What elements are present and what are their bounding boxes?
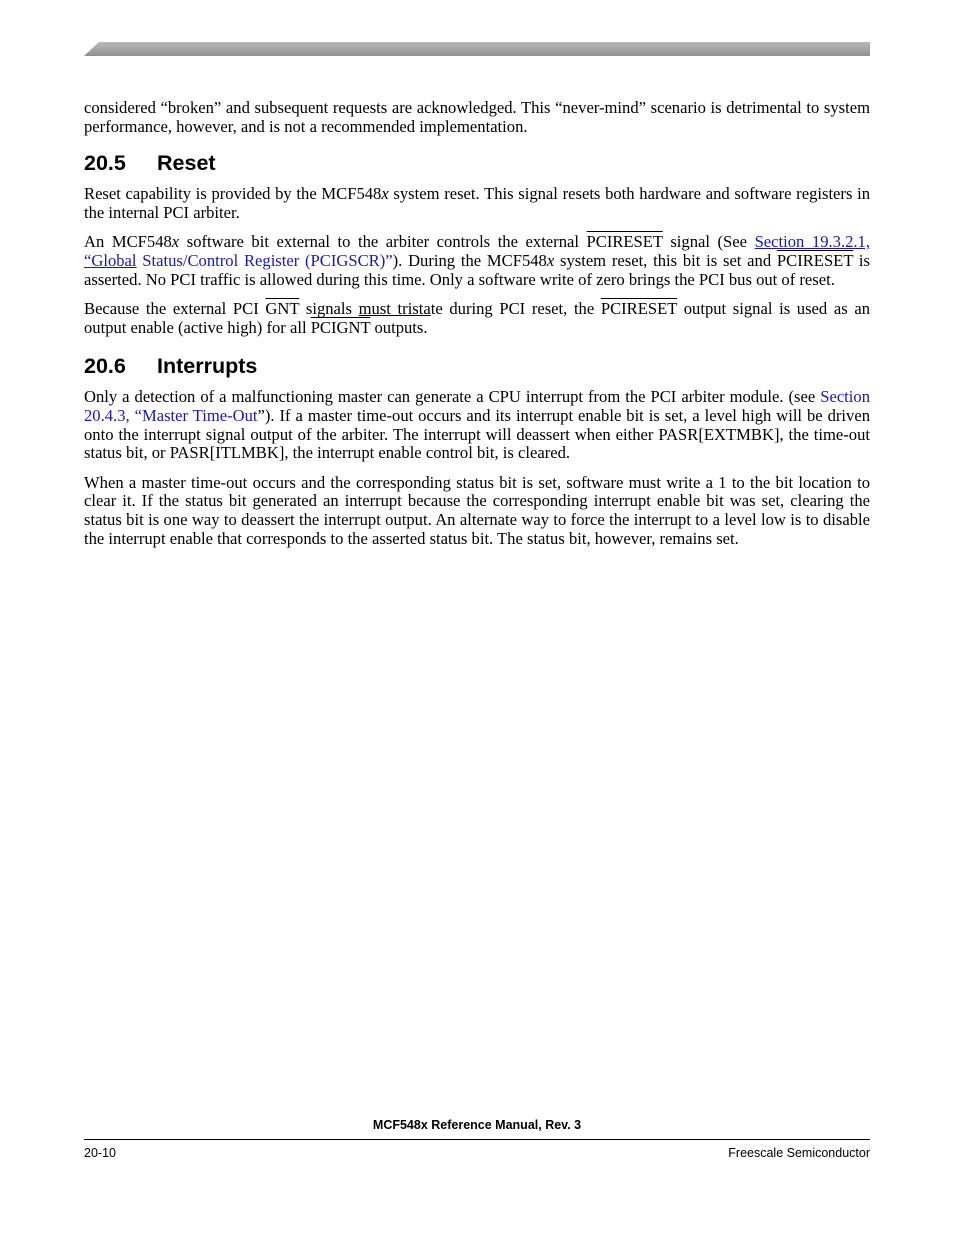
underlined-text: must trista bbox=[358, 298, 431, 318]
signal-pcireset: PCIRESET bbox=[600, 298, 678, 318]
link-section-20-4-3[interactable]: Section 20.4.3, “Master Time-Out bbox=[84, 387, 870, 426]
header-bar bbox=[84, 42, 870, 56]
footer-page-number: 20-10 bbox=[84, 1146, 116, 1160]
section-heading-interrupts bbox=[84, 353, 870, 379]
footer-divider bbox=[84, 1139, 870, 1140]
section-number: 20.6 bbox=[84, 354, 126, 379]
paragraph-reset-2: An MCF548x software bit external to the arbiter controls the external PCIRESET signal (See Section 19.3.2.1, “Global Status/Control Register (PCIGSCR)”). During the MCF548x system reset, this bit is set and PCIRESET is asserted. No PCI traffic is allowed during this time. Only a software write of zero brings the PCI bus out of reset. bbox=[84, 232, 870, 289]
section-number: 20.5 bbox=[84, 151, 126, 176]
section-title: Reset bbox=[157, 151, 216, 176]
paragraph-reset-3: Because the external PCI $\overline{GNT}$ signals must tristate during PCI reset, the PCIRESET output signal is used as an output enable (active high) for all PCIGNT outputs. bbox=[84, 298, 870, 337]
footer-manual-title: MCF548x Reference Manual, Rev. 3 bbox=[372, 1118, 582, 1132]
paragraph-interrupts-2: When a master time-out occurs and the corresponding status bit is set, software must write a 1 to the bit location to clear it. If the status bit generated an interrupt because the corresponding interrupt enable bit was set, clearing the status bit is one way to deassert the interrupt output. An alternate way to force the interrupt to a level low is to disable the interrupt enable that corresponds to the asserted status bit. The status bit, however, remains set. bbox=[84, 472, 870, 548]
signal-gnt: $\overline{GNT}$ bbox=[265, 298, 300, 318]
paragraph-reset-1: Reset capability is provided by the MCF548x system reset. This signal resets both hardware and software registers in the internal PCI arbiter. bbox=[84, 184, 870, 223]
paragraph-interrupts-1: Only a detection of a malfunctioning master can generate a CPU interrupt from the PCI arbiter module. (see Section 20.4.3, “Master Time-Out”). If a master time-out occurs and its interrupt enable bit is set, a level high will be driven onto the interrupt signal output of the arbiter. The interrupt will deassert when either PASR[EXTMBK], the time-out status bit, or PASR[ITLMBK], the interrupt enable control bit, is cleared. bbox=[84, 387, 870, 463]
paragraph-continuation: considered “broken” and subsequent requests are acknowledged. This “never-mind” scenario is detrimental to system performance, however, and is not a recommended implementation. bbox=[84, 98, 870, 136]
signal-pcireset: PCIRESET bbox=[586, 232, 663, 252]
link-section-19-3-2-1[interactable]: Section 19.3.2.1, “Global Status/Control Register (PCIGSCR)” bbox=[84, 232, 870, 271]
section-heading-reset bbox=[84, 150, 870, 176]
section-title: Interrupts bbox=[157, 354, 258, 379]
signal-pcignt: PCIGNT bbox=[310, 317, 371, 337]
signal-pcireset: PCIRESET bbox=[776, 251, 854, 271]
page-content bbox=[84, 99, 870, 559]
footer-company: Freescale Semiconductor bbox=[728, 1146, 870, 1160]
